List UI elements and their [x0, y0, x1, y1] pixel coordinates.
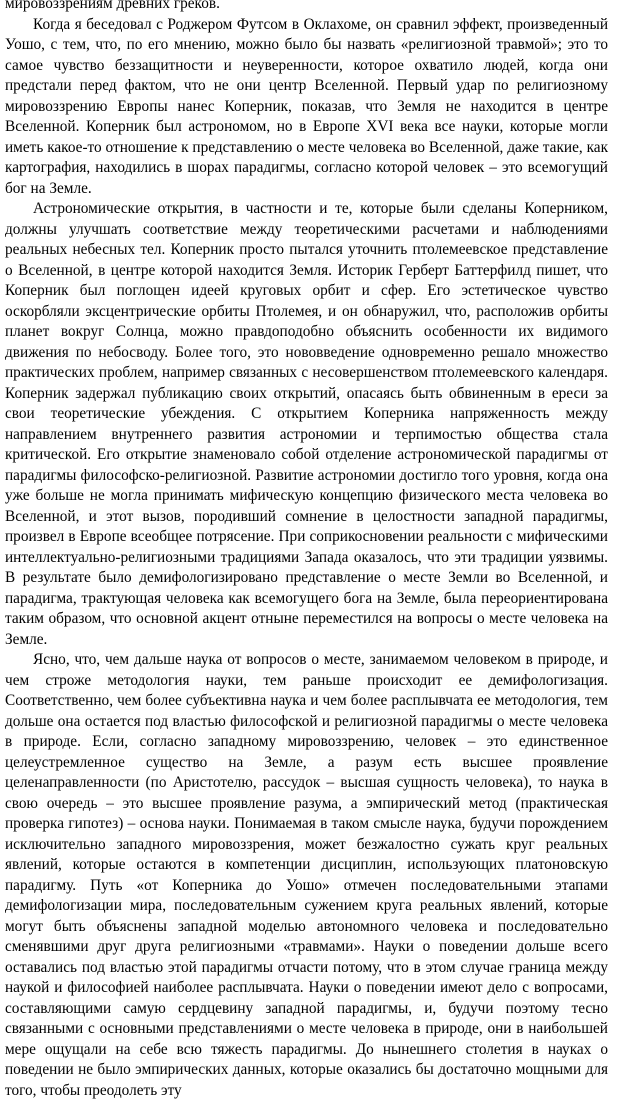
paragraph-2: Астрономические открытия, в частности и те, которые были сделаны Коперником, должны улучшать соответствие между теоретическими расчетами и наблюдениями реальных небесных тел. Коперник просто пытался уточнить птолемеевское представление о Вселенной, в центре которой находится Земля. Историк Герберт Баттерфилд пишет, что Коперник был поглощен идеей круговых орбит и сфер. Его эстетическое чувство оскорбляли эксцентрические орбиты Птолемея, и он обнаружил, что, расположив орбиты планет вокруг Солнца, можно правдоподобно объяснить особенности их видимого движения по небосводу. Более того, это нововведение одновременно решало множество практических проблем, например связанных с несовершенством птолемеевского календаря. Коперник задержал публикацию своих открытий, опасаясь быть обвиненным в ереси за свои теоретические убеждения. С открытием Коперника напряженность между направлением внутреннего развития астрономии и терпимостью общества стала критической. Его открытие знаменовало собой отделение астрономической парадигмы от парадигмы философско-религиозной. Развитие астрономии достигло того уровня, когда она уже больше не могла принимать мифическую концепцию физического места человека во Вселенной, и этот вызов, породивший сомнение в целостности западной парадигмы, произвел в Европе всеобщее потрясение. При соприкосновении реальности с мифическими интеллектуально-религиозными традициями Запада оказалось, что эти традиции уязвимы. В результате было демифологизировано представление о месте Земли во Вселенной, и парадигма, трактующая человека как всемогущего бога на Земле, была переориентирована таким образом, что основной акцент отныне переместился на вопросы о месте человека на Земле. — [5, 200, 608, 648]
paragraph-3: Ясно, что, чем дальше наука от вопросов о месте, занимаемом человеком в природе, и чем строже методология науки, тем раньше происходит ее демифологизация. Соответственно, чем более субъективна наука и чем более расплывчата ее методология, тем дольше она остается под властью философской и религиозной парадигмы о месте человека в природе. Если, согласно западному мировоззрению, человек – это единственное целеустремленное существо на Земле, а разум есть высшее проявление целенаправленности (по Аристотелю, рассудок – высшая сущность человека), то наука в свою очередь – это высшее проявление разума, а эмпирический метод (практическая проверка гипотез) – основа науки. Понимаемая в таком смысле наука, будучи порождением исключительно западного мировоззрения, может безжалостно сужать круг реальных явлений, которые остаются в компетенции дисциплин, использующих платоновскую парадигму. Путь «от Коперника до Уошо» отмечен последовательными этапами демифологизации мира, последовательным сужением круга реальных явлений, которые могут быть объяснены западной моделью автономного человека и последовательно сменявшими друг друга религиозными «травмами». Науки о поведении дольше всего оставались под властью этой парадигмы отчасти потому, что в этом случае граница между наукой и философией наиболее расплывчата. Науки о поведении имеют дело с вопросами, составляющими самую сердцевину западной парадигмы, и, будучи поэтому тесно связанными с основными представлениями о месте человека в природе, они в наибольшей мере ощущали на себе всю тяжесть парадигмы. До нынешнего столетия в науках о поведении не было эмпирических данных, которые оказались бы достаточно мощными для того, чтобы преодолеть эту — [5, 651, 608, 1099]
continued-line: мировоззрениям древних греков. — [5, 0, 220, 12]
paragraph-1: Когда я беседовал с Роджером Футсом в Оклахоме, он сравнил эффект, произведенный Уошо, с тем, что, по его мнению, можно было бы назвать «религиозной травмой»; это то самое чувство беззащитности и неуверенности, которое охватило людей, когда они предстали перед фактом, что не они центр Вселенной. Первый удар по религиозному мировоззрению Европы нанес Коперник, показав, что Земля не находится в центре Вселенной. Коперник был астрономом, но в Европе XVI века все науки, которые могли иметь какое-то отношение к представлению о месте человека во Вселенной, даже такие, как картография, находились в шорах парадигмы, согласно которой человек – это всемогущий бог на Земле. — [5, 15, 608, 197]
